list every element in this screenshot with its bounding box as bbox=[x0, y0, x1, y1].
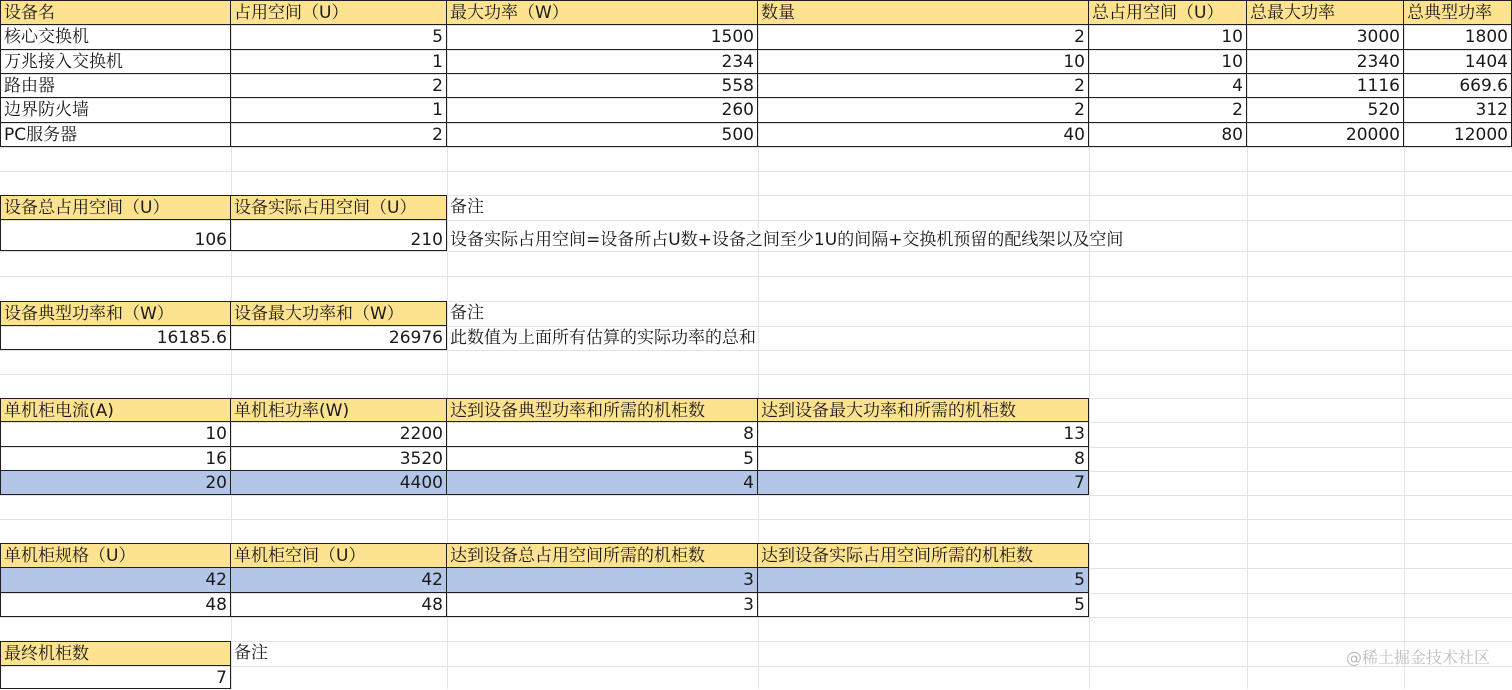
quantity-cell[interactable]: 10 bbox=[758, 50, 1089, 74]
header-typical-power-sum[interactable]: 设备典型功率和（W） bbox=[0, 301, 231, 326]
header-cabinets-total-space[interactable]: 达到设备总占用空间所需的机柜数 bbox=[447, 543, 758, 568]
actual-space-value[interactable]: 210 bbox=[231, 220, 447, 251]
device-name-cell[interactable]: 边界防火墙 bbox=[0, 98, 231, 123]
total-max-power-cell[interactable]: 1116 bbox=[1247, 74, 1404, 98]
gridline-horizontal bbox=[0, 519, 1512, 520]
device-name-cell[interactable]: 路由器 bbox=[0, 74, 231, 98]
cabinets-total-space-cell-selected[interactable]: 3 bbox=[447, 568, 758, 593]
gridline-horizontal bbox=[0, 374, 1512, 375]
gridline-horizontal bbox=[0, 251, 1512, 252]
cabinets-max-cell[interactable]: 8 bbox=[758, 447, 1089, 471]
header-cabinets-typical[interactable]: 达到设备典型功率和所需的机柜数 bbox=[447, 398, 758, 422]
header-actual-space[interactable]: 设备实际占用空间（U） bbox=[231, 195, 447, 220]
max-power-cell[interactable]: 500 bbox=[447, 123, 758, 147]
cabinets-max-cell-selected[interactable]: 7 bbox=[758, 471, 1089, 495]
total-max-power-cell[interactable]: 520 bbox=[1247, 98, 1404, 123]
device-name-cell[interactable]: PC服务器 bbox=[0, 123, 231, 147]
cabinet-power-cell-selected[interactable]: 4400 bbox=[231, 471, 447, 495]
header-total-space[interactable]: 总占用空间（U） bbox=[1089, 0, 1247, 25]
gridline-horizontal bbox=[0, 276, 1512, 277]
max-power-cell[interactable]: 558 bbox=[447, 74, 758, 98]
cabinet-space-cell[interactable]: 48 bbox=[231, 593, 447, 617]
cabinets-actual-space-cell[interactable]: 5 bbox=[758, 593, 1089, 617]
total-max-power-cell[interactable]: 3000 bbox=[1247, 25, 1404, 50]
space-note[interactable]: 设备实际占用空间=设备所占U数+设备之间至少1U的间隔+交换机预留的配线架以及空间 bbox=[450, 230, 1124, 250]
unit-space-cell[interactable]: 1 bbox=[231, 50, 447, 74]
total-typical-power-cell[interactable]: 12000 bbox=[1404, 123, 1512, 147]
total-typical-power-cell[interactable]: 312 bbox=[1404, 98, 1512, 123]
cabinet-spec-cell[interactable]: 48 bbox=[0, 593, 231, 617]
header-quantity[interactable]: 数量 bbox=[758, 0, 1089, 25]
total-typical-power-cell[interactable]: 1800 bbox=[1404, 25, 1512, 50]
quantity-cell[interactable]: 2 bbox=[758, 25, 1089, 50]
cabinet-spec-cell-selected[interactable]: 42 bbox=[0, 568, 231, 593]
header-cabinet-spec[interactable]: 单机柜规格（U） bbox=[0, 543, 231, 568]
unit-space-cell[interactable]: 2 bbox=[231, 74, 447, 98]
gridline-horizontal bbox=[0, 350, 1512, 351]
header-cabinet-power[interactable]: 单机柜功率(W) bbox=[231, 398, 447, 422]
total-space-cell[interactable]: 80 bbox=[1089, 123, 1247, 147]
cabinets-typical-cell-selected[interactable]: 4 bbox=[447, 471, 758, 495]
total-space-cell[interactable]: 2 bbox=[1089, 98, 1247, 123]
typical-power-sum-value[interactable]: 16185.6 bbox=[0, 326, 231, 350]
cabinet-power-cell[interactable]: 2200 bbox=[231, 422, 447, 447]
total-space-cell[interactable]: 10 bbox=[1089, 25, 1247, 50]
total-space-cell[interactable]: 4 bbox=[1089, 74, 1247, 98]
quantity-cell[interactable]: 40 bbox=[758, 123, 1089, 147]
unit-space-cell[interactable]: 2 bbox=[231, 123, 447, 147]
gridline-horizontal bbox=[0, 171, 1512, 172]
header-device-name[interactable]: 设备名 bbox=[0, 0, 231, 25]
header-total-space-sum[interactable]: 设备总占用空间（U） bbox=[0, 195, 231, 220]
header-cabinets-max[interactable]: 达到设备最大功率和所需的机柜数 bbox=[758, 398, 1089, 422]
watermark: @稀土掘金技术社区 bbox=[1345, 648, 1490, 667]
gridline-horizontal bbox=[0, 617, 1512, 618]
cabinet-current-cell[interactable]: 16 bbox=[0, 447, 231, 471]
unit-space-cell[interactable]: 1 bbox=[231, 98, 447, 123]
power-note-label[interactable]: 备注 bbox=[450, 303, 484, 323]
cabinet-power-cell[interactable]: 3520 bbox=[231, 447, 447, 471]
header-total-typical-power[interactable]: 总典型功率 bbox=[1404, 0, 1512, 25]
header-cabinets-actual-space[interactable]: 达到设备实际占用空间所需的机柜数 bbox=[758, 543, 1089, 568]
gridline-horizontal bbox=[0, 147, 1512, 148]
space-note-label[interactable]: 备注 bbox=[450, 197, 484, 217]
total-max-power-cell[interactable]: 2340 bbox=[1247, 50, 1404, 74]
max-power-cell[interactable]: 1500 bbox=[447, 25, 758, 50]
cabinets-typical-cell[interactable]: 5 bbox=[447, 447, 758, 471]
cabinet-current-cell[interactable]: 10 bbox=[0, 422, 231, 447]
gridline-horizontal bbox=[0, 495, 1512, 496]
cabinet-current-cell-selected[interactable]: 20 bbox=[0, 471, 231, 495]
cabinets-max-cell[interactable]: 13 bbox=[758, 422, 1089, 447]
header-cabinet-current[interactable]: 单机柜电流(A) bbox=[0, 398, 231, 422]
cabinets-total-space-cell[interactable]: 3 bbox=[447, 593, 758, 617]
power-note[interactable]: 此数值为上面所有估算的实际功率的总和 bbox=[450, 328, 756, 348]
quantity-cell[interactable]: 2 bbox=[758, 74, 1089, 98]
unit-space-cell[interactable]: 5 bbox=[231, 25, 447, 50]
header-total-max-power[interactable]: 总最大功率 bbox=[1247, 0, 1404, 25]
device-name-cell[interactable]: 万兆接入交换机 bbox=[0, 50, 231, 74]
total-typical-power-cell[interactable]: 669.6 bbox=[1404, 74, 1512, 98]
cabinets-typical-cell[interactable]: 8 bbox=[447, 422, 758, 447]
cabinets-actual-space-cell-selected[interactable]: 5 bbox=[758, 568, 1089, 593]
total-space-cell[interactable]: 10 bbox=[1089, 50, 1247, 74]
header-cabinet-space[interactable]: 单机柜空间（U） bbox=[231, 543, 447, 568]
header-unit-space[interactable]: 占用空间（U） bbox=[231, 0, 447, 25]
final-note-label[interactable]: 备注 bbox=[234, 643, 268, 663]
device-name-cell[interactable]: 核心交换机 bbox=[0, 25, 231, 50]
max-power-sum-value[interactable]: 26976 bbox=[231, 326, 447, 350]
max-power-cell[interactable]: 234 bbox=[447, 50, 758, 74]
max-power-cell[interactable]: 260 bbox=[447, 98, 758, 123]
total-max-power-cell[interactable]: 20000 bbox=[1247, 123, 1404, 147]
total-space-sum-value[interactable]: 106 bbox=[0, 220, 231, 251]
total-typical-power-cell[interactable]: 1404 bbox=[1404, 50, 1512, 74]
cabinet-space-cell-selected[interactable]: 42 bbox=[231, 568, 447, 593]
final-cabinets-value[interactable]: 7 bbox=[0, 666, 231, 689]
header-max-power-sum[interactable]: 设备最大功率和（W） bbox=[231, 301, 447, 326]
header-final-cabinets[interactable]: 最终机柜数 bbox=[0, 641, 231, 666]
quantity-cell[interactable]: 2 bbox=[758, 98, 1089, 123]
header-max-power[interactable]: 最大功率（W） bbox=[447, 0, 758, 25]
